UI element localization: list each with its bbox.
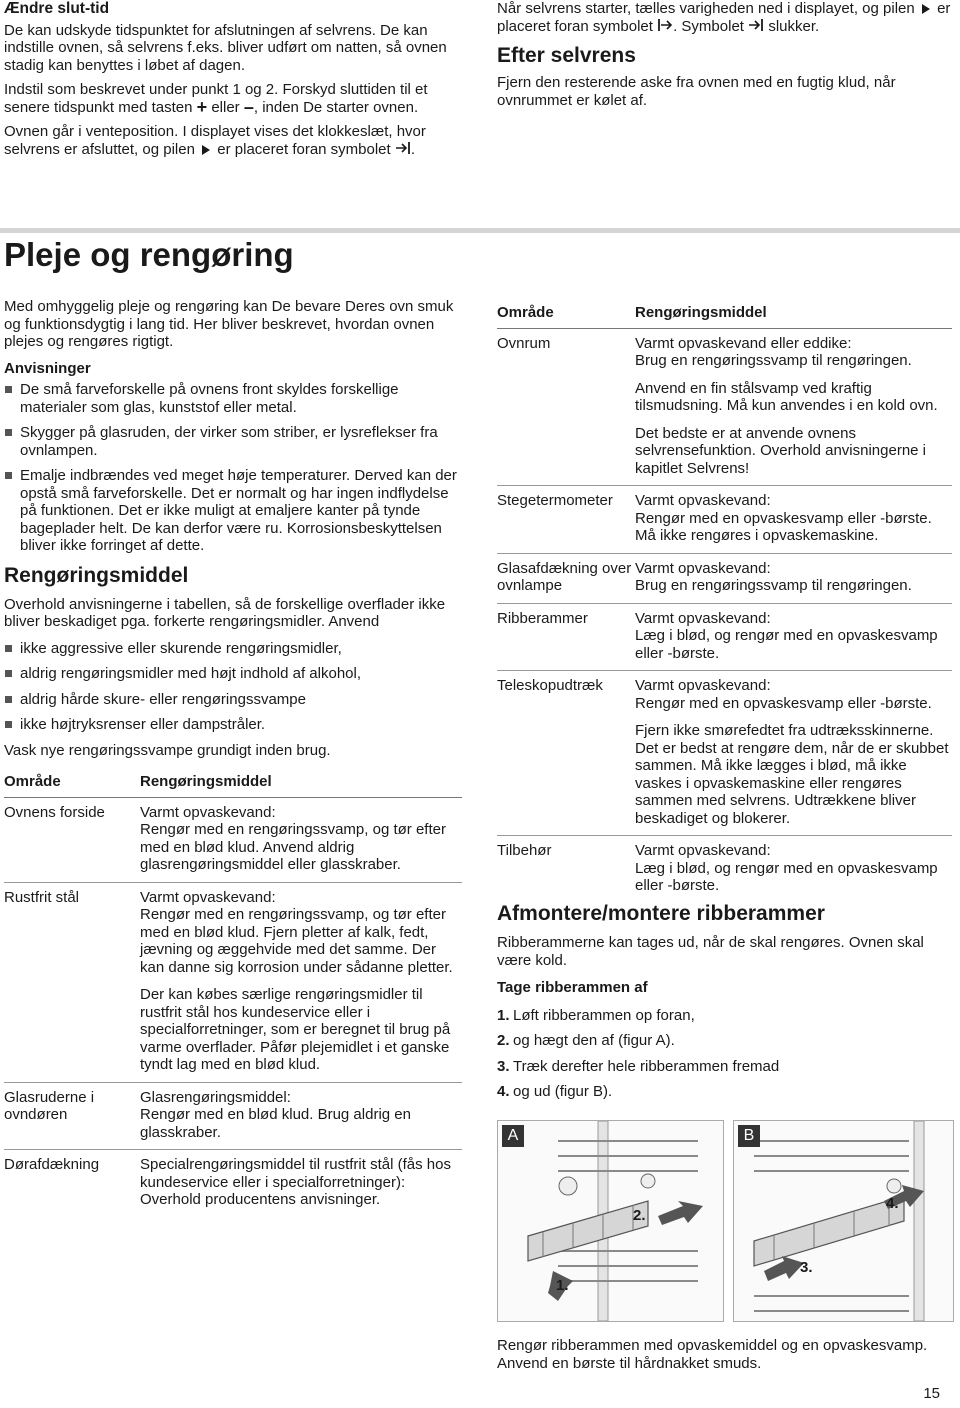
plus-icon: + xyxy=(196,96,208,117)
cleaning-table-right xyxy=(497,304,952,903)
figure-step-number: 3. xyxy=(800,1259,813,1276)
paragraph: Indstil som beskrevet under punkt 1 og 2. Forskyd sluttiden til et senere tidspunkt med tasten + eller –, inden De starter ovnen. xyxy=(4,81,428,117)
bullet-icon xyxy=(5,645,12,652)
bullet-icon xyxy=(5,696,12,703)
list-item: ikke højtryksrenser eller dampstråler. xyxy=(4,716,462,734)
table-row xyxy=(497,603,952,671)
area-cell: Tilbehør xyxy=(497,842,552,859)
list-item: aldrig rengøringsmidler med højt indhold af alkohol, xyxy=(4,665,462,683)
step-item: 3. Træk derefter hele ribberammen fremad xyxy=(497,1057,780,1075)
step-item: 1. Løft ribberammen op foran, xyxy=(497,1006,695,1024)
table-row xyxy=(497,553,952,603)
heading-aendre-slut-tid: Ændre slut-tid xyxy=(4,0,110,17)
area-cell: Ribberammer xyxy=(497,603,635,671)
area-cell: Glasafdækning over ovnlampe xyxy=(497,553,635,603)
paragraph: De kan udskyde tidspunktet for afslutningen af selvrens. De kan indstille ovnen, så selvrens f.eks. bliver udført om natten, så ovnen stadig kan benyttes i løbet af dagen. xyxy=(4,21,447,74)
column-header: Rengøringsmiddel xyxy=(635,304,952,328)
cleaner-cell: Varmt opvaskevand: Rengør med en rengøringssvamp, og tør efter med en blød klud. Anvend aldrig glasrengøringsmiddel eller glasskraber. xyxy=(140,797,462,882)
bullet-icon xyxy=(5,721,12,728)
cleaner-cell: Varmt opvaskevand eller eddike: Brug en rengøringssvamp til rengøringen. Anvend en fin stålsvamp ved kraftig tilsmudsning. Må kun anvendes i en kold ovn. Det bedste er at anvende ovnens selvrensefunktion. Overhold anvisningerne i kapitlet Selvrens! xyxy=(635,328,952,486)
figure-b xyxy=(733,1120,954,1322)
rengoering-list xyxy=(4,640,462,734)
page-number: 15 xyxy=(923,1384,940,1402)
area-cell: Rustfrit stål xyxy=(4,882,140,1082)
bullet-icon xyxy=(5,386,12,393)
figure-step-number: 2. xyxy=(633,1207,646,1224)
area-cell: Stegetermometer xyxy=(497,486,635,554)
list-item: Skygger på glasruden, der virker som striber, er lysreflekser fra ovnlampen. xyxy=(4,424,462,459)
figure-step-number: 4. xyxy=(886,1195,899,1212)
figure-label: A xyxy=(502,1125,524,1147)
paragraph: Rengør ribberammen med opvaskemiddel og en opvaskesvamp. Anvend en børste til hårdnakket smuds. xyxy=(497,1337,928,1372)
table-row xyxy=(497,328,952,486)
table-row xyxy=(497,671,952,836)
afmontere-section xyxy=(497,902,952,1109)
area-cell: Ovnrum xyxy=(497,328,635,486)
bullet-icon xyxy=(5,472,12,479)
column-header: Rengøringsmiddel xyxy=(140,773,462,797)
table-row xyxy=(4,1150,462,1217)
arrow-to-bar-icon xyxy=(748,18,764,37)
table-header-row xyxy=(497,304,952,328)
area-cell: Ovnens forside xyxy=(4,797,140,882)
right-column xyxy=(497,304,952,903)
figure-a xyxy=(497,1120,724,1322)
triangle-arrow-icon xyxy=(922,4,930,14)
paragraph: Ribberammerne kan tages ud, når de skal rengøres. Ovnen skal være kold. xyxy=(497,934,924,969)
paragraph: Når selvrens starter, tælles varigheden ned i displayet, og pilen er placeret foran symbolet . Symbolet slukker. xyxy=(497,0,951,35)
minus-icon: – xyxy=(243,96,254,117)
triangle-arrow-icon xyxy=(202,145,210,155)
figure-label: B xyxy=(738,1125,760,1147)
list-item: aldrig hårde skure- eller rengøringssvampe xyxy=(4,691,462,709)
bar-to-arrow-icon xyxy=(657,18,673,37)
table-row xyxy=(4,797,462,882)
cleaner-cell: Varmt opvaskevand: Rengør med en rengøringssvamp, og tør efter med en blød klud. Fjern pletter af kalk, fedt, jævning og æggehvide med det samme. Der kan danne sig korrosion under sådanne pletter. Der kan købes særlige rengøringsmidler til rustfrit stål hos kundeservice eller i specialforretninger, som er beregnet til brug på varme overflader. Påfør plejemidlet i et ganske tyndt lag med en blød klud. xyxy=(140,882,462,1082)
paragraph: Fjern den resterende aske fra ovnen med en fugtig klud, når ovnrummet er kølet af. xyxy=(497,74,896,109)
paragraph: Ovnen går i venteposition. I displayet vises det klokkeslæt, hvor selvrens er afsluttet, og pilen er placeret foran symbolet . xyxy=(4,123,426,158)
table-header-row xyxy=(4,773,462,797)
anvisninger-list xyxy=(4,381,462,555)
list-item: De små farveforskelle på ovnens front skyldes forskellige materialer som glas, kunststof eller metal. xyxy=(4,381,462,416)
cleaner-cell: Glasrengøringsmiddel: Rengør med en blød klud. Brug aldrig en glasskraber. xyxy=(140,1082,462,1150)
shelf-rack-illustration-a xyxy=(498,1121,723,1321)
area-cell: Teleskopudtræk xyxy=(497,671,635,836)
section-divider xyxy=(0,228,960,233)
step-item: 2. og hægt den af (figur A). xyxy=(497,1032,675,1049)
arrow-to-bar-icon xyxy=(395,141,411,160)
cleaner-cell: Varmt opvaskevand: Læg i blød, og rengør med en opvaskesvamp eller -børste. xyxy=(635,842,938,894)
column-header: Område xyxy=(4,773,140,797)
top-left-block xyxy=(4,0,462,159)
step-item: 4. og ud (figur B). xyxy=(497,1083,613,1100)
area-cell: Dørafdækning xyxy=(4,1156,100,1173)
table-row xyxy=(4,882,462,1082)
bullet-icon xyxy=(5,429,12,436)
area-cell: Glasruderne i ovndøren xyxy=(4,1082,140,1150)
cleaning-table-left xyxy=(4,773,462,1217)
list-item: ikke aggressive eller skurende rengøringsmidler, xyxy=(4,640,462,658)
shelf-rack-illustration-b xyxy=(734,1121,953,1321)
steps-list xyxy=(497,1007,952,1101)
heading-anvisninger: Anvisninger xyxy=(4,359,91,377)
heading-efter-selvrens: Efter selvrens xyxy=(497,44,636,67)
cleaner-cell: Specialrengøringsmiddel til rustfrit stål (fås hos kundeservice eller i specialforretninger): Overhold producentens anvisninger. xyxy=(140,1156,451,1208)
bullet-icon xyxy=(5,670,12,677)
list-item: Emalje indbrændes ved meget høje temperaturer. Derved kan der opstå små farveforskelle. Det er normalt og har ingen indflydelse på funktionen. Det er ikke muligt at emaljere kanter på tynde bageplader helt. De kan derfor være ru. Korrosionsbeskyttelsen bliver ikke forringet af dette. xyxy=(4,467,462,555)
paragraph: Vask nye rengøringssvampe grundigt inden brug. xyxy=(4,741,331,759)
heading-afmontere: Afmontere/montere ribberammer xyxy=(497,902,825,925)
paragraph: Overhold anvisningerne i tabellen, så de forskellige overflader ikke bliver beskadiget pga. forkerte rengøringsmidler. Anvend xyxy=(4,595,446,630)
cleaner-cell: Varmt opvaskevand: Læg i blød, og rengør med en opvaskesvamp eller -børste. xyxy=(635,603,952,671)
table-row xyxy=(497,486,952,554)
figure-step-number: 1. xyxy=(556,1277,569,1294)
top-right-block xyxy=(497,0,952,109)
left-column xyxy=(4,298,462,1217)
cleaner-cell: Varmt opvaskevand: Rengør med en opvaskesvamp eller -børste. Fjern ikke smørefedtet fra udtræksskinnerne. Det er bedst at rengøre dem, når de er skubbet sammen. Må ikke lægges i blød, må ikke vaskes i opvaskemaskine eller rengøres sammen med selvrens. Udtrækkene bliver beskadiget og blokerer. xyxy=(635,671,952,836)
table-row xyxy=(497,836,952,903)
cleaner-cell: Varmt opvaskevand: Rengør med en opvaskesvamp eller -børste. Må ikke rengøres i opvaskemaskine. xyxy=(635,486,952,554)
column-header: Område xyxy=(497,304,635,328)
heading-tage-ribberammen: Tage ribberammen af xyxy=(497,979,648,996)
cleaner-cell: Varmt opvaskevand: Brug en rengøringssvamp til rengøringen. xyxy=(635,553,952,603)
table-row xyxy=(4,1082,462,1150)
heading-rengoeringsmiddel: Rengøringsmiddel xyxy=(4,563,189,587)
section-title: Pleje og rengøring xyxy=(4,236,294,273)
intro-paragraph: Med omhyggelig pleje og rengøring kan De bevare Deres ovn smuk og funktionsdygtig i lang tid. Her bliver beskrevet, hvordan ovnen plejes og rengøres rigtigt. xyxy=(4,298,454,350)
